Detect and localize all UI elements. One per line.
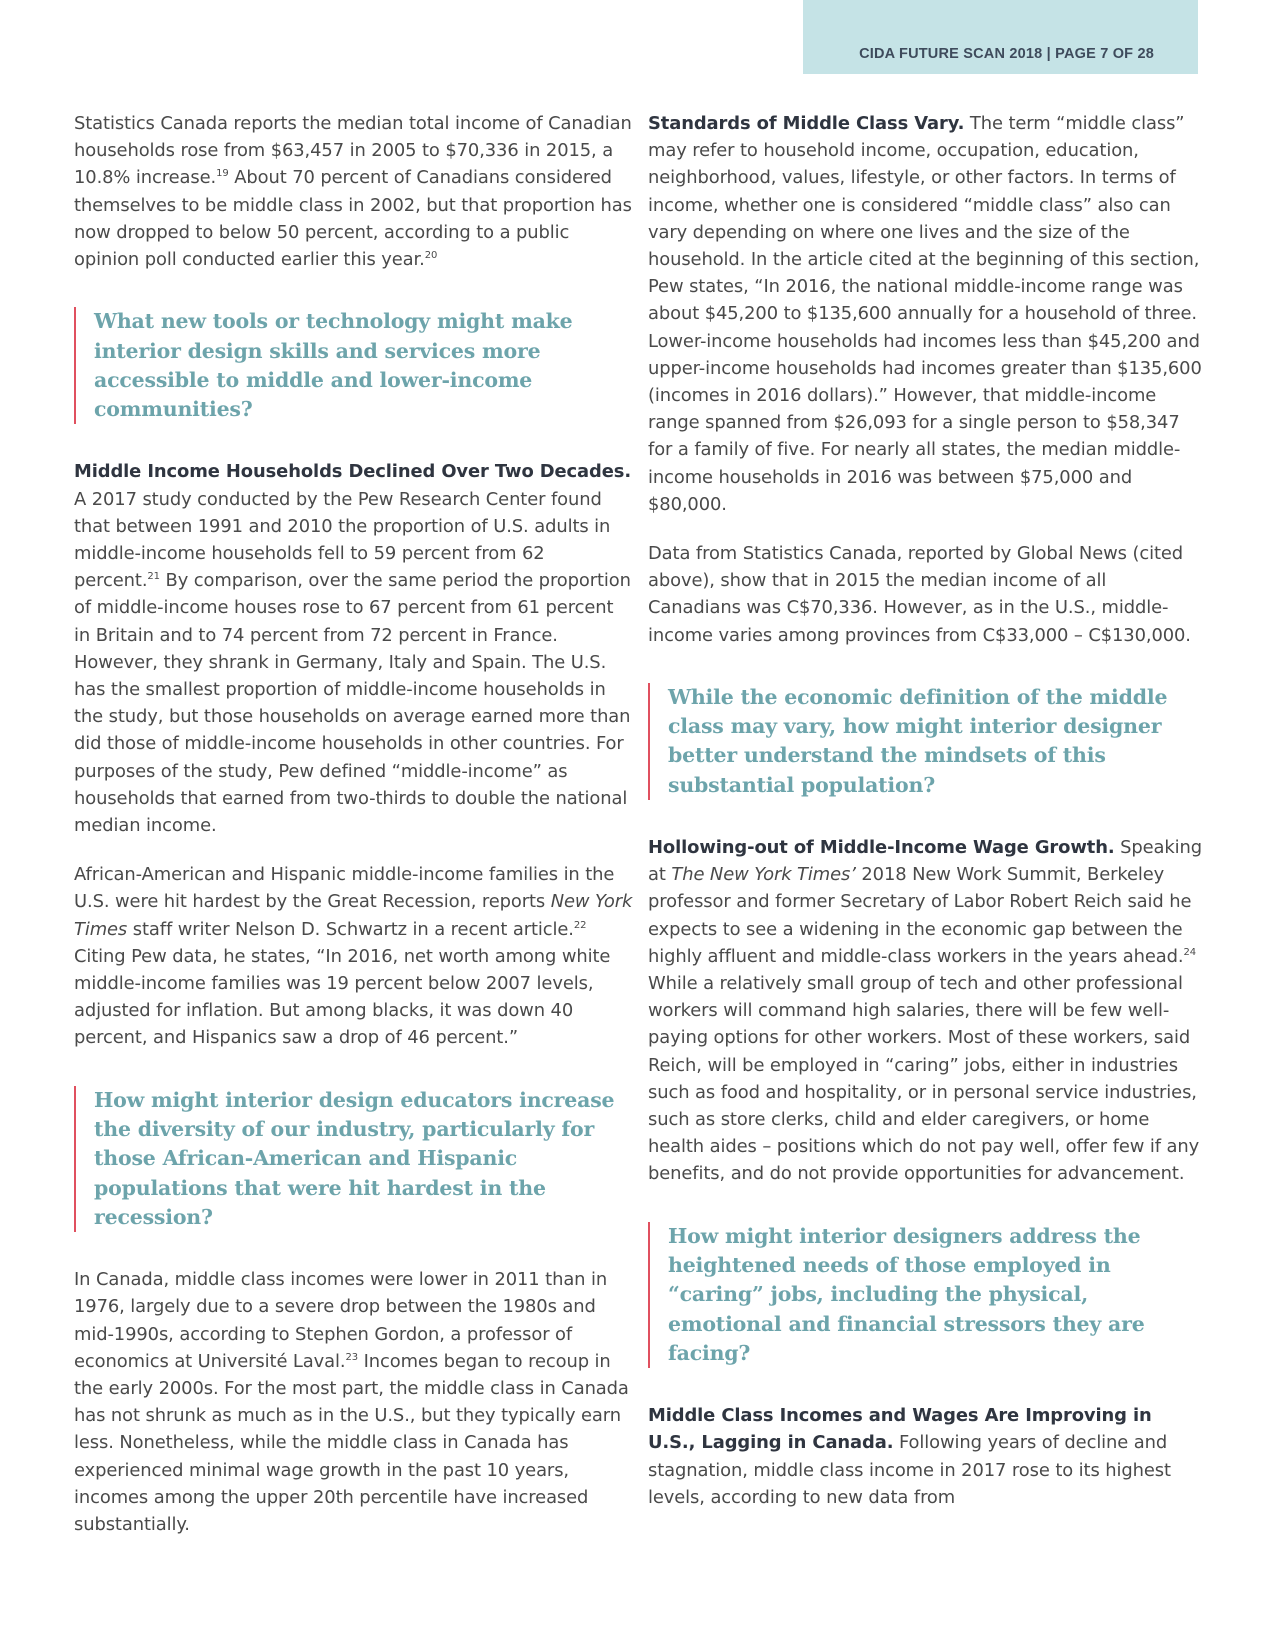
publication-title: New York Times [74, 891, 633, 940]
section-heading: Hollowing-out of Middle-Income Wage Growth. [648, 837, 1115, 859]
callout-question: How might interior design educators increase the diversity of our industry, particularly for those African-American and Hispanic populations that were hit hardest in the recession? [74, 1086, 634, 1232]
callout-question: While the economic definition of the middle class may vary, how might interior designer better understand the mindsets of this substantial population? [648, 683, 1203, 800]
paragraph: Statistics Canada reports the median total income of Canadian households rose from $63,457 in 2005 to $70,336 in 2015, a 10.8% increase.$^{19}$ About 70 percent of Canadians considered themselves to be middle class in 2002, but that proportion has now dropped to below 50 percent, according to a public opinion poll conducted earlier this year.$^{20}$ [74, 113, 632, 271]
footnote-ref[interactable]: 23 [345, 1351, 359, 1363]
running-header [859, 46, 1154, 62]
callout-question: How might interior designers address the heightened needs of those employed in “caring” jobs, including the physical, emotional and financial stressors they are facing? [648, 1222, 1203, 1368]
footnote-ref[interactable]: 21 [147, 571, 160, 583]
paragraph: In Canada, middle class incomes were lower in 2011 than in 1976, largely due to a severe drop between the 1980s and mid-1990s, according to Stephen Gordon, a professor of economics at Université Laval.$^{23}$ Incomes began to recoup in the early 2000s. For the most part, the middle class in Canada has not shrunk as much as in the U.S., but they typically earn less. Nonetheless, while the middle class in Canada has experienced minimal wage growth in the past 10 years, incomes among the upper 20th percentile have increased substantially. [74, 1269, 629, 1535]
paragraph: African-American and Hispanic middle-income families in the U.S. were hit hardest by the Great Recession, reports New York Times staff writer Nelson D. Schwartz in a recent article.$^{22}$ Citing Pew data, he states, “In 2016, net worth among white middle-income families was 19 percent below 2007 levels, adjusted for inflation. But among blacks, it was down 40 percent, and Hispanics saw a drop of 46 percent.” [74, 864, 633, 1049]
section-heading: Middle Income Households Declined Over Two Decades. [74, 461, 632, 483]
callout-question: What new tools or technology might make interior design skills and services more accessible to middle and lower-income communities? [74, 307, 634, 424]
section-heading: Middle Class Incomes and Wages Are Improving in U.S., Lagging in Canada. [648, 1405, 1152, 1454]
running-title: CIDA FUTURE SCAN 2018 [859, 46, 1043, 62]
page-number: PAGE 7 OF 28 [1055, 46, 1154, 62]
footnote-ref[interactable]: 24 [1183, 946, 1196, 958]
paragraph: Data from Statistics Canada, reported by Global News (cited above), show that in 2015 the median income of all Canadians was C$70,336. However, as in the U.S., middle-income varies among provinces from C$33,000 – C$130,000. [648, 543, 1191, 646]
footnote-ref[interactable]: 20 [424, 250, 438, 262]
header-tab [803, 0, 1198, 74]
paragraph: Middle Class Incomes and Wages Are Improving in U.S., Lagging in Canada. Following years of decline and stagnation, middle class income in 2017 rose to its highest levels, according to new data from [648, 1405, 1171, 1508]
footnote-ref[interactable]: 22 [573, 919, 587, 931]
paragraph: Hollowing-out of Middle-Income Wage Growth. Speaking at The New York Times’ 2018 New Work Summit, Berkeley professor and former Secretary of Labor Robert Reich said he expects to see a widening in the economic gap between the highly affluent and middle-class workers in the years ahead.$^{24}$ While a relatively small group of tech and other professional workers will command high salaries, there will be few well-paying options for other workers. Most of these workers, said Reich, will be employed in “caring” jobs, either in industries such as food and hospitality, or in personal service industries, such as store clerks, child and elder caregivers, or home health aides – positions which do not pay well, offer few if any benefits, and do not provide opportunities for advancement. [648, 837, 1203, 1185]
paragraph: Standards of Middle Class Vary. The term “middle class” may refer to household income, occupation, education, neighborhood, values, lifestyle, or other factors. In terms of income, whether one is considered “middle class” also can vary depending on where one lives and the size of the household. In the article cited at the beginning of this section, Pew states, “In 2016, the national middle-income range was about $45,200 to $135,600 annually for a household of three. Lower-income households had incomes less than $45,200 and upper-income households had incomes greater than $135,600 (incomes in 2016 dollars).” However, that middle-income range spanned from $26,093 for a single person to $58,347 for a family of five. For nearly all states, the median middle-income households in 2016 was between $75,000 and $80,000. [648, 113, 1202, 515]
header-separator: | [1046, 46, 1051, 62]
right-column [648, 110, 1203, 1533]
footnote-ref[interactable]: 19 [216, 168, 229, 180]
section-heading: Standards of Middle Class Vary. [648, 113, 965, 134]
paragraph: Middle Income Households Declined Over Two Decades. A 2017 study conducted by the Pew Research Center found that between 1991 and 2010 the proportion of U.S. adults in middle-income households fell to 59 percent from 62 percent.$^{21}$ By comparison, over the same period the proportion of middle-income houses rose to 67 percent from 61 percent in Britain and to 74 percent from 72 percent in France. However, they shrank in Germany, Italy and Spain. The U.S. has the smallest proportion of middle-income households in the study, but those households on average earned more than did those of middle-income households in other countries. For purposes of the study, Pew defined “middle-income” as households that earned from two-thirds to double the national median income. [74, 461, 632, 837]
left-column [74, 110, 634, 1560]
publication-title: The New York Times’ [671, 864, 856, 886]
